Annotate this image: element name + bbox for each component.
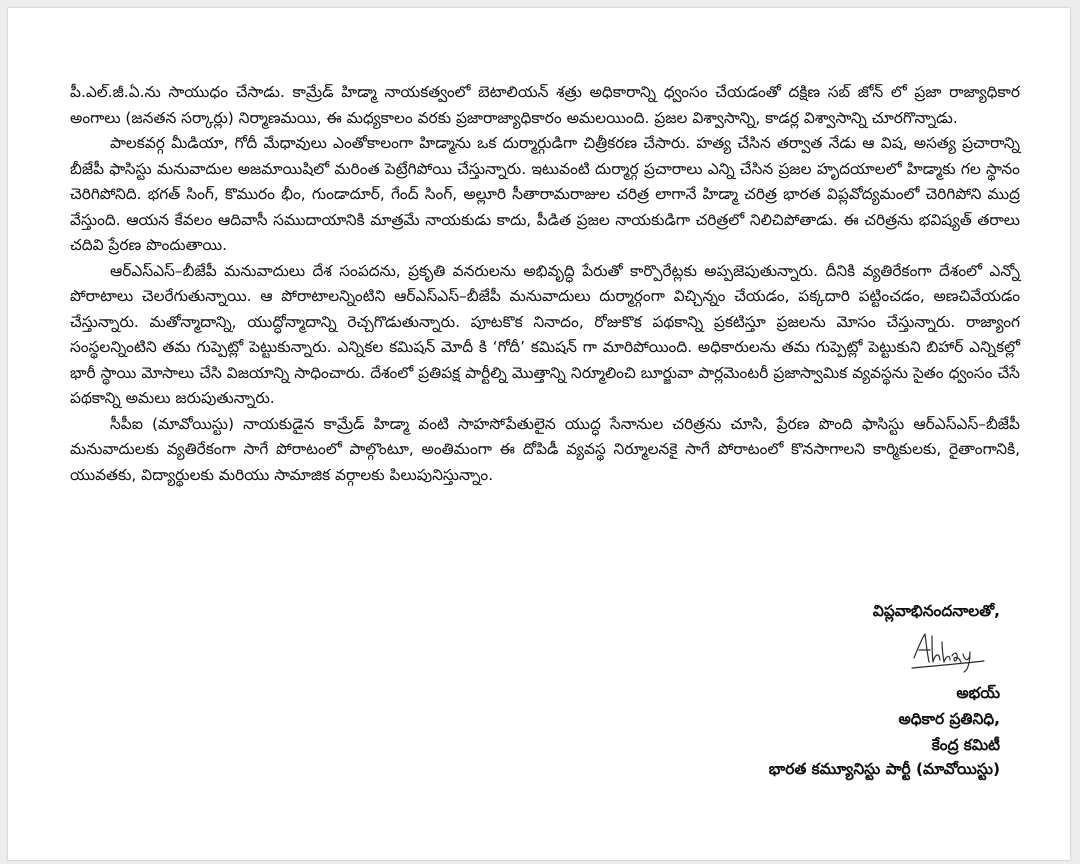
closing-greeting: విప్లవాభినందనాలతో, — [872, 602, 1000, 620]
handwritten-signature — [908, 628, 988, 678]
paragraph-1: పీ.ఎల్.జీ.ఏ.ను సాయుధం చేసాడు. కామ్రేడ్ హిడ్మా నాయకత్వంలో బెటాలియన్ శత్రు అధికారాన్ని ధ్వంసం చేయడంతో దక్షిణ సబ్ జోన్ లో ప్రజా రాజ్యాధికార అంగాలు (జనతన సర్కార్లు) నిర్మాణమయి, ఈ మధ్యకాలం వరకు ప్రజారాజ్యాధికారం అమలయింది. ప్రజల విశ్వాసాన్ని, కాడర్ల విశ్వాసాన్ని చూరగొన్నాడు. — [70, 83, 1020, 127]
signatory-name: అభయ్ — [956, 684, 1000, 702]
signatory-committee: కేంద్ర కమిటీ — [931, 736, 1000, 754]
paragraph-2: పాలకవర్గ మీడియా, గోదీ మేధావులు ఎంతోకాలంగా హిడ్మాను ఒక దుర్మార్గుడిగా చిత్రీకరణ చేసారు. హత్య చేసిన తర్వాత నేడు ఆ విష, అసత్య ప్రచారాన్ని బీజేపీ ఫాసిస్టు మనువాదుల అజమాయిషిలో మరింత పెట్రేగిపోయి చేస్తున్నారు. ఇటువంటి దుర్మార్గ ప్రచారాలు ఎన్ని చేసిన ప్రజల హృదయాలలో హిడ్మాకు గల స్థానం చెరిగిపోనిది. భగత్ సింగ్, కొమురం భీం, గుండాదూర్, గేంద్ సింగ్, అల్లూరి సీతారామరాజుల చరిత్ర లాగానే హిడ్మా చరిత్ర భారత విప్లవోద్యమంలో చెరిగిపోని ముద్ర వేస్తుంది. ఆయన కేవలం ఆదివాసీ సముదాయానికి మాత్రమే నాయకుడు కాదు, పీడిత ప్రజల నాయకుడిగా చరిత్రలో నిలిచిపోతాడు. ఈ చరిత్రను భవిష్యత్ తరాలు చదివి ప్రేరణ పొందుతాయి. — [70, 134, 1020, 254]
document-page — [8, 8, 1070, 860]
signatory-party: భారత కమ్యూనిస్టు పార్టీ (మావోయిస్టు) — [768, 760, 1000, 778]
signatory-role: అధికార ప్రతినిధి, — [898, 710, 1000, 728]
document-body — [70, 80, 1020, 488]
paragraph-4: సీపీఐ (మావోయిస్టు) నాయకుడైన కామ్రేడ్ హిడ్మా వంటి సాహసోపేతులైన యుద్ధ సేనానుల చరిత్రను చూసి, ప్రేరణ పొంది ఫాసిస్టు ఆర్ఎస్ఎస్–బీజేపీ మనువాదులకు వ్యతిరేకంగా సాగే పోరాటంలో పాల్గొంటూ, అంతిమంగా ఈ దోపిడీ వ్యవస్థ నిర్మూలనకై సాగే పోరాటంలో కొనసాగాలని కార్మికులకు, రైతాంగానికి, యువతకు, విద్యార్థులకు మరియు సామాజిక వర్గాలకు పిలుపునిస్తున్నాం. — [70, 414, 1020, 484]
paragraph-3: ఆర్ఎస్ఎస్–బీజేపీ మనువాదులు దేశ సంపదను, ప్రకృతి వనరులను అభివృద్ధి పేరుతో కార్పొరేట్లకు అప్పజెపుతున్నారు. దీనికి వ్యతిరేకంగా దేశంలో ఎన్నో పోరాటాలు చెలరేగుతున్నాయి. ఆ పోరాటాలన్నింటిని ఆర్ఎస్ఎస్–బీజేపీ మనువాదులు దుర్మార్గంగా విచ్చిన్నం చేయడం, పక్కదారి పట్టించడం, అణచివేయడం చేస్తున్నారు. మతోన్మాదాన్ని, యుద్ధోన్మాదాన్ని రెచ్చగొడుతున్నారు. పూటకొక నినాదం, రోజుకొక పథకాన్ని ప్రకటిస్తూ ప్రజలను మోసం చేస్తున్నారు. రాజ్యాంగ సంస్థలన్నింటిని తమ గుప్పెట్లో పెట్టుకున్నారు. ఎన్నికల కమిషన్ మోదీ కి ‘గోదీ’ కమిషన్ గా మారిపోయింది. అధికారులను తమ గుప్పెట్లో పెట్టుకుని బిహార్ ఎన్నికల్లో భారీ స్థాయి మోసాలు చేసి విజయాన్ని సాధించారు. దేశంలో ప్రతిపక్ష పార్టీల్ని మొత్తాన్ని నిర్మూలించి బూర్జువా పార్లమెంటరీ ప్రజాస్వామిక వ్యవస్థను సైతం ధ్వంసం చేసే పథకాన్ని అమలు జరుపుతున్నారు. — [70, 261, 1020, 407]
